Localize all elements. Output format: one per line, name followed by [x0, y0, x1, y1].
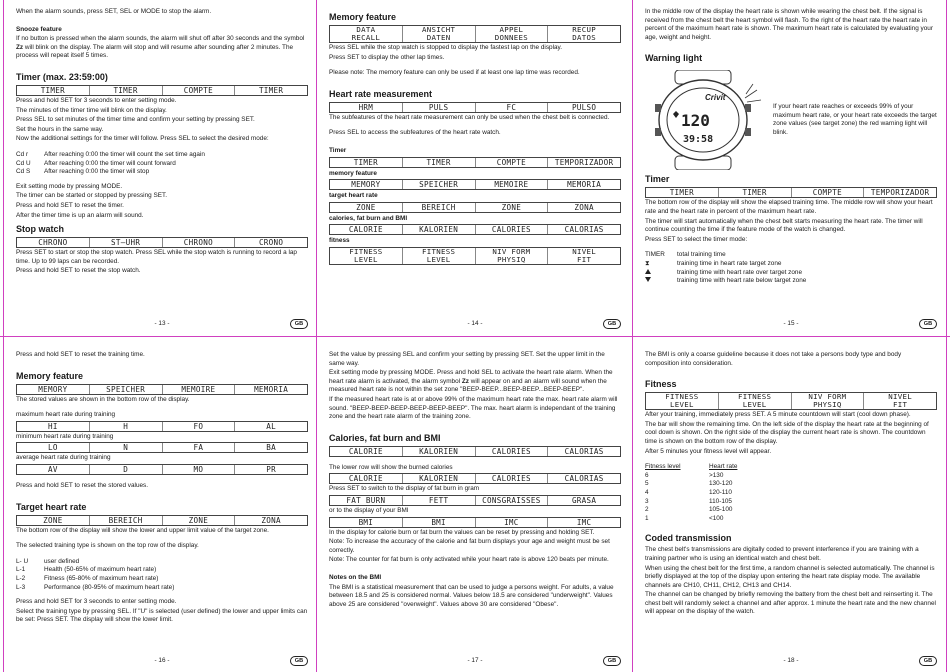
hrm-sel-line: Press SEL to access the subfeatures of the heart rate watch. — [329, 129, 501, 137]
fitness-lcd: FITNESS LEVEL FITNESS LEVEL NIV FORM PHYSIQ NIVEL FIT — [329, 247, 621, 265]
fitness-table-row: 3 110-105 — [645, 497, 732, 505]
fitness-heading: Fitness — [645, 379, 677, 390]
fitness-line: The bar will show the remaining time. On the left side of the display the heart rate at the beginning of cool down is shown. On the right side of the display the current heart rate is shown. The countdown time is shown on the bottom row of the display. — [645, 420, 929, 445]
page-number: - 14 - — [467, 320, 483, 327]
memory-lcd: MEMORY SPEICHER MEMOIRE MEMORIA — [329, 179, 621, 190]
timer-line: Now the additional settings for the timer will follow. Press SEL to select the desired mode: — [16, 135, 269, 143]
page-15 — [633, 0, 949, 336]
timer-mode-row: TIMER total training time — [645, 251, 726, 259]
memory-line: The stored values are shown in the bottom row of the display. — [16, 395, 190, 403]
watch-time: 39:58 — [683, 134, 714, 146]
stopwatch-lcd: CHRONO ST–UHR CHRONO CRONO — [16, 237, 308, 248]
page-footer — [645, 657, 937, 667]
page-14 — [317, 0, 633, 336]
after-line: Note: To increase the accuracy of the calorie and fat burn displays your age and weight must be set correctly. — [329, 538, 610, 554]
end-line: Press and hold SET for 3 seconds to enter setting mode. — [16, 598, 177, 606]
type-row: L-2 Fitness (65-80% of maximum heart rate) — [16, 574, 159, 582]
calories-label: calories, fat burn and BMI — [329, 214, 408, 222]
stopwatch-line: Press and hold SET to reset the stop watch. — [16, 267, 141, 275]
arrow-down-icon — [645, 277, 651, 282]
timer-mode-row: ⧗ training time in heart rate target zone — [645, 259, 782, 267]
page-number: - 18 - — [783, 657, 799, 664]
timer-end-line: After the timer time is up an alarm will sound. — [16, 211, 144, 219]
min-label: minimum heart rate during training — [16, 432, 114, 440]
calories-heading: Calories, fat burn and BMI — [329, 432, 441, 443]
snooze-alarm-icon: Zz — [16, 43, 24, 51]
page-number: - 17 - — [467, 657, 483, 664]
zone-label: target heart rate — [329, 192, 378, 200]
type-row: L-3 Performance (80-95% of maximum heart rate) — [16, 583, 175, 591]
page-footer — [329, 657, 621, 667]
max-label: maximum heart rate during training — [16, 411, 116, 419]
stopwatch-heading: Stop watch — [16, 224, 65, 235]
bmi-notes: The BMI is a statistical measurement that can be used to judge a persons weight. For adults, a value between 18.5 and 25 is considered normal. Values below 18.5 are considered "underweight". Values above 25 are considered "overweight". Values above 30 are considered "Obese". — [329, 583, 614, 608]
stopwatch-line: Press SET to start or stop the stop watch. Press SEL while the stop watch is running to record a lap time. Up to 99 laps can be recorded. — [16, 249, 297, 265]
page-footer — [16, 657, 308, 667]
language-badge: GB — [919, 656, 937, 666]
p16-intro: Press and hold SET to reset the training time. — [16, 351, 145, 358]
after-line: In the display for calorie burn or fat burn the values can be reset by pressing and holding SET. — [329, 528, 595, 536]
snooze-text: If no button is pressed when the alarm sounds, the alarm will shut off after 30 seconds and the symbol Zz will blink on the display. The alarm will stop and will resume after sounding after 2 minutes. The process will repeat itself 5 times. — [16, 35, 305, 60]
zone-heading: Target heart rate — [16, 501, 87, 512]
fat-label: Press SET to switch to the display of fat burn in gram — [329, 485, 480, 493]
arrow-up-icon — [645, 269, 651, 274]
coded-line: When using the chest belt for the first time, a random channel is selected automatically. The channel is briefly displayed at the top of the display upon entering the heart rate display mode. The available channels are CH10, CH11, CH12, CH13 and CH14. — [645, 564, 935, 589]
timer-lcd: TIMER TIMER COMPTE TEMPORIZADOR — [329, 157, 621, 168]
hourglass-icon: ⧗ — [645, 259, 650, 267]
fitness-lcd: FITNESS LEVEL FITNESS LEVEL NIV FORM PHYSIQ NIVEL FIT — [645, 392, 937, 410]
p13-intro: When the alarm sounds, press SET, SEL or MODE to stop the alarm. — [16, 8, 212, 15]
page-footer — [16, 320, 308, 330]
snooze-title: Snooze feature — [16, 25, 62, 33]
zone-lcd: ZONE BEREICH ZONE ZONA — [329, 202, 621, 213]
p17-alarm-text: Exit setting mode by pressing MODE. Press and hold SEL to activate the heart rate alarm. When the heart rate alarm is activated, the alarm symbol Zz will appear on and an alarm will sound when the measured heart rate is not within the set zone "BEEP-BEEP...BEEP-BEEP...BEEP-BEEP". — [329, 369, 613, 394]
timer-mode-row: training time with heart rate below target zone — [645, 277, 937, 286]
burned-lcd: CALORIE KALORIEN CALORIES CALORIAS — [329, 473, 621, 484]
timer-end-line: Exit setting mode by pressing MODE. — [16, 182, 123, 190]
warning-text: If your heart rate reaches or exceeds 99% of your maximum heart rate, or your heart rate exceeds the target zone values (see target zone) the red warning light will blink. — [773, 103, 937, 136]
burned-label: The lower row will show the burned calories — [329, 463, 453, 471]
memory-heading: Memory feature — [16, 370, 84, 381]
fitness-line: After your training, immediately press SET. A 5 minute countdown will start (cool down phase). — [645, 411, 911, 419]
fitness-table-row: 4 120-110 — [645, 488, 732, 496]
hrm-line: The subfeatures of the heart rate measurement can only be used when the chest belt is connected. — [329, 113, 610, 121]
end-line: Select the training type by pressing SEL. If "U" is selected (user defined) the lower and upper limits can be set: Press SET. The display will show the lower limit. — [16, 607, 308, 624]
fitness-table-row: 1 <100 — [645, 514, 724, 522]
timer-lcd: TIMER TIMER COMPTE TIMER — [16, 85, 308, 96]
timer-line: Press SET to select the timer mode: — [645, 235, 748, 243]
language-badge: GB — [603, 656, 621, 666]
page-number: - 15 - — [783, 320, 799, 327]
mode-row: Cd U After reaching 0:00 the timer will count forward — [16, 159, 176, 167]
watch-brand: Crivit — [705, 93, 726, 103]
warning-heading: Warning light — [645, 53, 703, 64]
mode-row: Cd S After reaching 0:00 the timer will stop — [16, 168, 150, 176]
hrm-lcd: HRM PULS FC PULSO — [329, 102, 621, 113]
calories-lcd: CALORIE KALORIEN CALORIES CALORIAS — [329, 446, 621, 457]
zone-lcd: ZONE BEREICH ZONE ZONA — [16, 515, 308, 526]
language-badge: GB — [290, 656, 308, 666]
coded-heading: Coded transmission — [645, 533, 732, 544]
page-18 — [633, 337, 949, 672]
bmi-lcd: BMI BMI IMC IMC — [329, 517, 621, 528]
memory-line: Press SEL while the stop watch is stopped to display the fastest lap on the display. — [329, 44, 563, 51]
fitness-line: After 5 minutes your fitness level will appear. — [645, 447, 772, 455]
timer-end-line: Press and hold SET to reset the timer. — [16, 201, 124, 209]
page-footer — [329, 320, 621, 330]
zone-line: The bottom row of the display will show the lower and upper limit value of the target zone. — [16, 526, 269, 534]
fitness-table-row: 5 130-120 — [645, 480, 733, 488]
language-badge: GB — [919, 319, 937, 329]
p17-max-alarm: If the measured heart rate is at or above 99% of the maximum heart rate the max. heart rate alarm will sound. "BEEP-BEEP-BEEP-BEEP-BEEP-BEEP". The max. heart alarm is independant of the training zone and the heart rate alarm of the training zone. — [329, 395, 618, 421]
fitness-table-header: Fitness level Heart rate — [645, 463, 738, 471]
after-line: Note: The counter for fat burn is only activated while your heart rate is above 120 beats per minute. — [329, 556, 609, 564]
zone-top-line: The selected training type is shown on the top row of the display. — [16, 542, 199, 550]
bmi-notes-title: Notes on the BMI — [329, 573, 382, 581]
timer-label: Timer — [329, 146, 347, 154]
memory-recall-lcd: DATA RECALL ANSICHT DATEN APPEL DONNEES RECUP DATOS — [329, 25, 621, 43]
language-badge: GB — [603, 319, 621, 329]
language-badge: GB — [290, 319, 308, 329]
reset-line: Press and hold SET to reset the stored values. — [16, 481, 149, 489]
timer-line: The bottom row of the display will show the elapsed training time. The middle row will show your heart rate and the heart rate in percent of the maximum heart rate. — [645, 199, 933, 215]
type-row: L-1 Health (50-65% of maximum heart rate) — [16, 566, 157, 574]
hrm-heading: Heart rate measurement — [329, 88, 433, 99]
p18-intro: The BMI is only a coarse guideline because it does not take a persons body type and body composition into consideration. — [645, 351, 902, 367]
timer-line: Press and hold SET for 3 seconds to enter setting mode. — [16, 96, 177, 104]
timer-heading: Timer — [645, 174, 670, 185]
min-lcd: LO N FA BA — [16, 442, 308, 453]
timer-heading: Timer (max. 23:59:00) — [16, 71, 108, 82]
p15-intro: In the middle row of the display the heart rate is shown while wearing the chest belt. If the signal is received from the chest belt the heart symbol will flash. To the right of the heart rate the heart rate in percent of the maximum heart rate is shown. The maximum heart rate is calculated by evaluating your age, weight and height. — [645, 8, 933, 41]
max-lcd: HI H FO AL — [16, 421, 308, 432]
timer-end-line: The timer can be started or stopped by pressing SET. — [16, 192, 167, 200]
alarm-icon: Zz — [461, 377, 469, 385]
watch-heart-rate: 120 — [681, 111, 710, 131]
type-row: L- U user defined — [16, 557, 80, 565]
timer-lcd: TIMER TIMER COMPTE TEMPORIZADOR — [645, 187, 937, 198]
page-number: - 16 - — [154, 657, 170, 664]
page-13 — [4, 0, 320, 336]
timer-mode-row: training time with heart rate over target zone — [645, 269, 937, 278]
page-16 — [4, 337, 320, 672]
coded-line: The channel can be changed by briefly removing the battery from the chest belt and reinserting it. The chest belt will randomly select a channel and after approx. 1 minute the heart rate and the new channel will appear on the display of the watch. — [645, 591, 936, 616]
avg-lcd: AV D MO PR — [16, 464, 308, 475]
fitness-table-row: 2 105-100 — [645, 506, 733, 514]
memory-heading: Memory feature — [329, 12, 397, 22]
page-17 — [317, 337, 633, 672]
mode-row: Cd r After reaching 0:00 the timer will count the set time again — [16, 150, 205, 158]
memory-lcd: MEMORY SPEICHER MEMOIRE MEMORIA — [16, 384, 308, 395]
fitness-label: fitness — [329, 237, 350, 245]
timer-line: The minutes of the timer time will blink on the display. — [16, 106, 167, 114]
page-footer — [645, 320, 937, 330]
memory-note: Please note: The memory feature can only be used if at least one lap time was recorded. — [329, 69, 580, 77]
watch-figure — [645, 70, 937, 170]
bmi-label: or to the display of your BMI — [329, 506, 409, 514]
timer-line: The timer will start automatically when the chest belt starts measuring the heart rate. The timer will continue counting the time if the feature mode of the watch is changed. — [645, 217, 923, 234]
timer-line: Set the hours in the same way. — [16, 125, 104, 133]
fat-lcd: FAT BURN FETT CONSGRAISSES GRASA — [329, 495, 621, 506]
memory-label: memory feature — [329, 169, 377, 177]
watch-illustration — [645, 70, 763, 170]
page-number: - 13 - — [154, 320, 170, 327]
fitness-table-row: 6 >130 — [645, 471, 724, 479]
coded-line: The chest belt's transmissions are digitally coded to prevent interference if you are training with a training partner who is using an identical watch and chest belt. — [645, 546, 919, 562]
timer-line: Press SEL to set minutes of the timer time and confirm your setting by pressing SET. — [16, 116, 255, 124]
p17-intro: Set the value by pressing SEL and confirm your setting by pressing SET. Set the upper limit in the same way. — [329, 351, 605, 367]
avg-label: average heart rate during training — [16, 454, 111, 462]
calories-lcd: CALORIE KALORIEN CALORIES CALORIAS — [329, 224, 621, 235]
memory-line: Press SET to display the other lap times. — [329, 53, 445, 61]
